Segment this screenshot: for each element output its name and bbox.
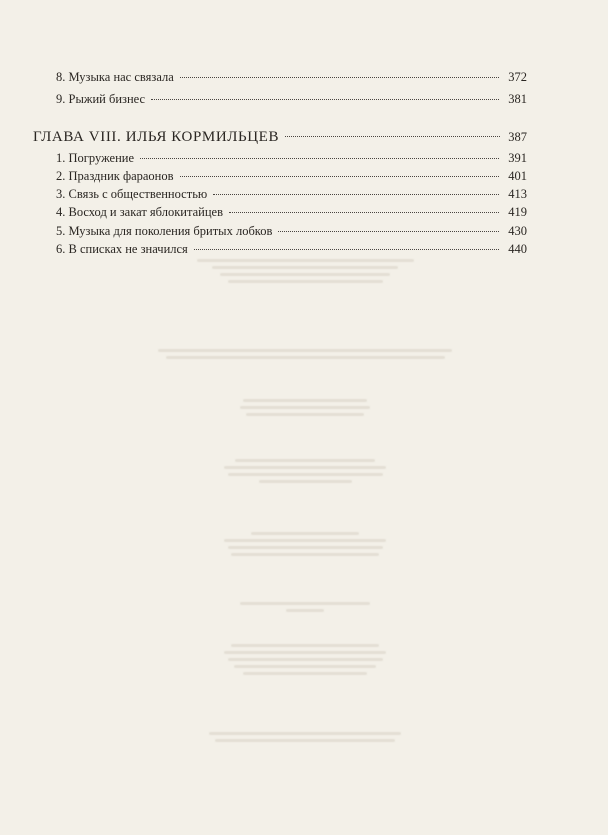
dot-leader	[285, 136, 500, 137]
toc-entry-page: 413	[508, 187, 527, 201]
dot-leader	[278, 231, 499, 232]
toc-entry-page: 440	[508, 242, 527, 256]
toc-entry	[56, 169, 527, 183]
toc-entry-page: 381	[508, 92, 527, 106]
toc-entry-page: 391	[508, 151, 527, 165]
show-through-block	[150, 255, 460, 287]
chapter-title: ГЛАВА VIII. ИЛЬЯ КОРМИЛЬЦЕВ	[33, 129, 280, 145]
dot-leader	[180, 77, 499, 78]
toc-entry	[56, 224, 527, 238]
toc-entry-title: 6. В списках не значился	[56, 242, 188, 256]
toc-entry-title: 4. Восход и закат яблокитайцев	[56, 205, 223, 219]
chapter-heading	[33, 128, 527, 146]
toc-entry-title: 5. Музыка для поколения бритых лобков	[56, 224, 273, 238]
toc-entry	[56, 242, 527, 256]
dot-leader	[194, 249, 499, 250]
chapter-page: 387	[508, 130, 527, 144]
dot-leader	[151, 99, 499, 100]
toc-entry-page: 401	[508, 169, 527, 183]
show-through-block	[150, 728, 460, 746]
show-through-block	[150, 455, 460, 487]
toc-entry	[56, 70, 527, 84]
dot-leader	[213, 194, 499, 195]
toc-entry	[56, 151, 527, 165]
toc-entry-title: 8. Музыка нас связала	[56, 70, 174, 84]
toc-entry	[56, 92, 527, 106]
toc-entry-title: 2. Праздник фараонов	[56, 169, 174, 183]
show-through-block	[150, 345, 460, 363]
toc-entry	[56, 187, 527, 201]
toc-entry	[56, 205, 527, 219]
show-through-block	[150, 395, 460, 420]
dot-leader	[140, 158, 499, 159]
toc-entry-page: 419	[508, 205, 527, 219]
dot-leader	[229, 212, 499, 213]
toc-entry-title: 3. Связь с общественностью	[56, 187, 208, 201]
show-through-block	[150, 598, 460, 616]
toc-entry-page: 372	[508, 70, 527, 84]
toc-entry-title: 1. Погружение	[56, 151, 135, 165]
toc-entry-page: 430	[508, 224, 527, 238]
dot-leader	[180, 176, 499, 177]
show-through-block	[150, 528, 460, 560]
toc-entry-title: 9. Рыжий бизнес	[56, 92, 146, 106]
show-through-block	[150, 640, 460, 679]
